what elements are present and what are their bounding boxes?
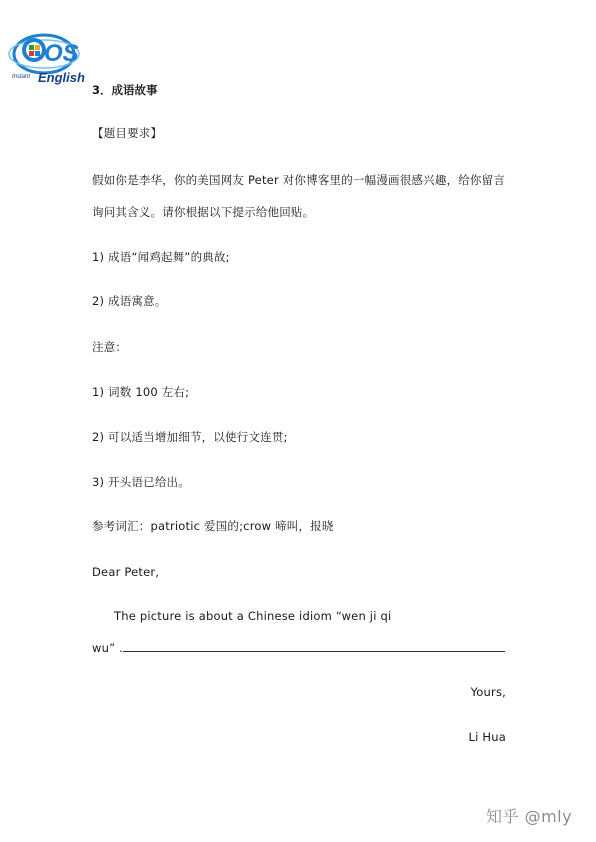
os-english-logo	[4, 28, 96, 90]
note-2: 2) 可以适当增加细节，以使行文连贯;	[92, 430, 288, 444]
answer-blank-line	[123, 642, 505, 652]
note-1: 1) 词数 100 左右;	[92, 385, 190, 399]
prompt-line-2: 询问其含义。请你根据以下提示给他回贴。	[92, 205, 315, 219]
vocabulary-hint: 参考词汇：patriotic 爱国的;crow 啼叫，报晓	[92, 519, 334, 533]
logo-letters: OS	[44, 40, 79, 67]
notes-header: 注意：	[92, 340, 128, 354]
letter-greeting: Dear Peter,	[92, 565, 160, 579]
prompt-line-1: 假如你是李华，你的美国网友 Peter 对你博客里的一幅漫画很感兴趣，给你留言	[92, 173, 506, 187]
requirement-header: 【题目要求】	[92, 126, 163, 140]
zhihu-watermark: 知乎 @mly	[486, 807, 573, 826]
logo-small-text: Instant	[12, 74, 31, 80]
letter-opening-line-2	[92, 641, 505, 655]
logo-graphic	[4, 28, 96, 90]
note-3: 3) 开头语已给出。	[92, 475, 190, 489]
letter-signature: Li Hua	[468, 730, 506, 744]
point-1: 1) 成语“闻鸡起舞”的典故;	[92, 250, 230, 264]
letter-closing: Yours,	[470, 685, 506, 699]
point-2: 2) 成语寓意。	[92, 294, 167, 308]
logo-word: English	[38, 70, 85, 85]
letter-opening-line-1: The picture is about a Chinese idiom “wen ji qi	[114, 609, 392, 623]
section-title: 3．成语故事	[92, 83, 158, 97]
letter-opening-line-2-text: wu” .	[92, 641, 123, 655]
